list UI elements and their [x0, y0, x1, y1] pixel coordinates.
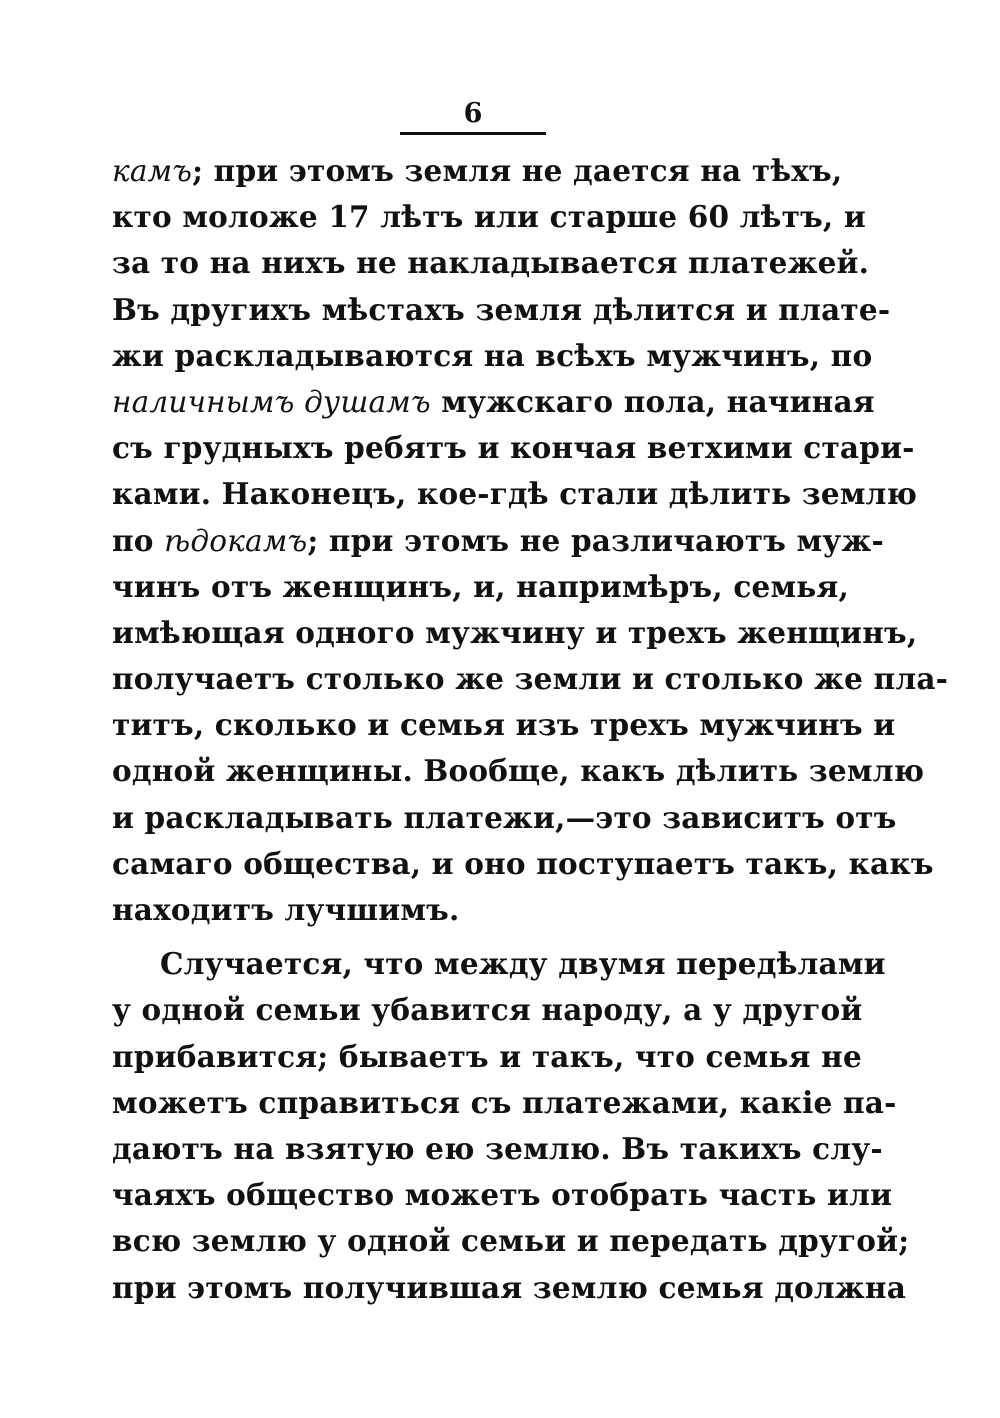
text-line: [112, 333, 873, 379]
text-segment: Въ другихъ мѣстахъ земля дѣлится и плате-: [112, 291, 891, 327]
text-line: [112, 1034, 862, 1080]
text-line: [112, 194, 866, 240]
text-segment: чинъ отъ женщинъ, и, напримѣръ, семья,: [112, 568, 849, 604]
text-segment: кто моложе 17 лѣтъ или старше 60 лѣтъ, и: [112, 199, 866, 235]
paragraph: [112, 148, 949, 933]
text-line: [112, 887, 830, 933]
text-segment: съ грудныхъ ребятъ и кончая ветхими стари-: [112, 430, 915, 466]
text-line: [112, 425, 915, 471]
text-line: [112, 148, 843, 194]
text-segment: даютъ на взятую ею землю. Въ такихъ слу-: [112, 1130, 883, 1166]
text-line: [112, 841, 934, 887]
text-line: [112, 471, 918, 517]
text-segment: по: [112, 522, 165, 558]
text-line: [112, 1218, 910, 1264]
text-segment: прибавится; бываетъ и такъ, что семья не: [112, 1038, 862, 1074]
text-line: [112, 287, 891, 333]
text-segment: и раскладывать платежи,—это зависитъ отъ: [112, 799, 897, 835]
text-segment: жи раскладываются на всѣхъ мужчинъ, по: [112, 337, 873, 373]
text-segment: чаяхъ общество можетъ отобрать часть или: [112, 1177, 893, 1213]
text-line: [112, 748, 925, 794]
italic-text: наличнымъ душамъ: [112, 384, 431, 419]
text-segment: всю землю у одной семьи и передать другой;: [112, 1223, 910, 1259]
paragraph-gap: [112, 933, 830, 941]
text-line: [112, 941, 886, 987]
text-segment: ками. Наконецъ, кое-гдѣ стали дѣлить землю: [112, 476, 918, 512]
body-text: [112, 148, 949, 1311]
text-line: [112, 1126, 883, 1172]
text-segment: одной женщины. Вообще, какъ дѣлить землю: [112, 753, 925, 789]
text-line: [112, 564, 849, 610]
italic-text: камъ: [112, 154, 193, 188]
italic-text: ѣдокамъ: [164, 523, 308, 558]
text-segment: Случается, что между двумя передѣлами: [160, 946, 886, 982]
text-line: [112, 656, 949, 702]
text-segment: за то на нихъ не накладывается платежей.: [112, 245, 870, 281]
text-line: [112, 1172, 893, 1218]
page-header: [400, 98, 546, 135]
text-segment: можетъ справиться съ платежами, какіе па-: [112, 1084, 897, 1120]
text-line: [112, 610, 918, 656]
text-line: [112, 795, 897, 841]
text-line: [112, 379, 875, 425]
text-line: [112, 518, 884, 564]
text-line: [112, 702, 896, 748]
text-segment: находитъ лучшимъ.: [112, 892, 460, 927]
text-segment: у одной семьи убавится народу, а у другой: [112, 992, 863, 1028]
text-segment: титъ, сколько и семья изъ трехъ мужчинъ и: [112, 707, 896, 743]
text-line: [112, 987, 863, 1033]
text-segment: ; при этомъ не различаютъ муж-: [307, 522, 884, 558]
text-line: [112, 240, 870, 286]
header-rule: [400, 132, 546, 135]
text-segment: при этомъ получившая землю семья должна: [112, 1269, 907, 1305]
text-segment: получаетъ столько же земли и столько же пла-: [112, 661, 949, 697]
text-segment: самаго общества, и оно поступаетъ такъ, какъ: [112, 845, 934, 881]
text-segment: имѣющая одного мужчину и трехъ женщинъ,: [112, 614, 918, 650]
text-line: [112, 1265, 907, 1311]
text-line: [112, 1080, 897, 1126]
page-number: 6: [463, 98, 483, 129]
text-segment: мужскаго пола, начиная: [430, 383, 875, 419]
text-segment: ; при этомъ земля не дается на тѣхъ,: [192, 153, 843, 188]
paragraph: [112, 941, 910, 1311]
